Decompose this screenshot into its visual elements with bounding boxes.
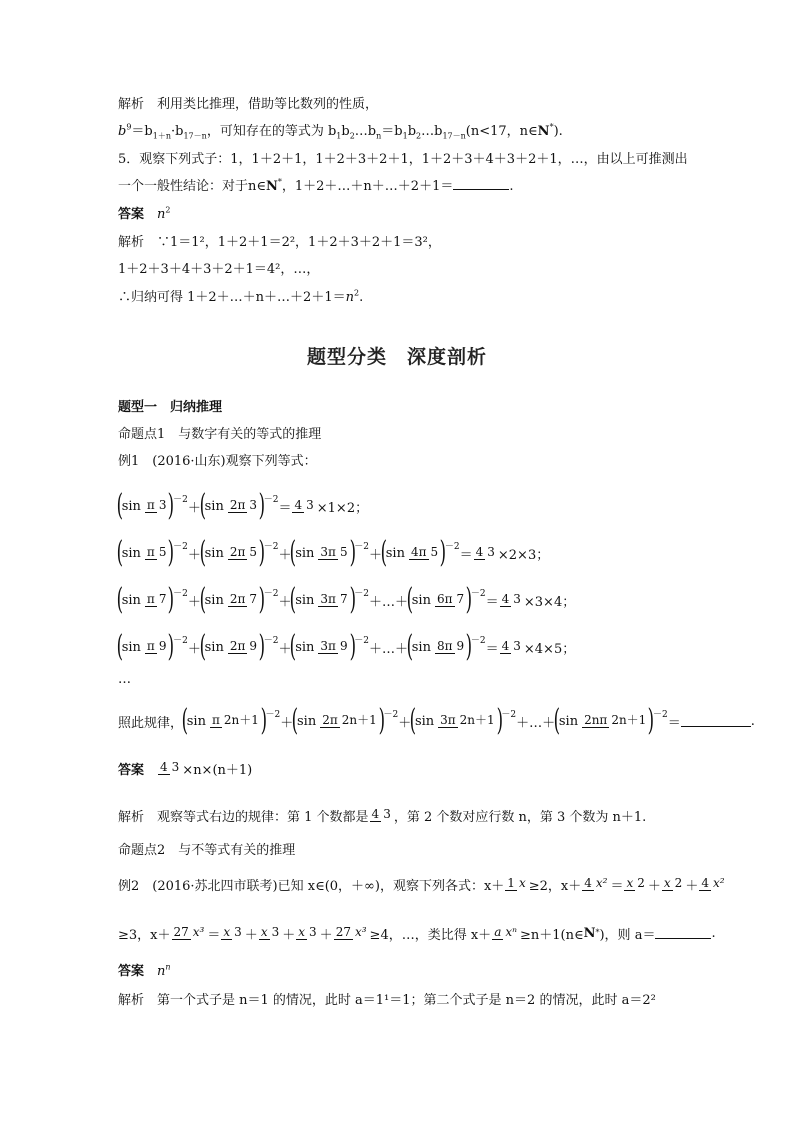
right-paren: ) bbox=[439, 535, 447, 570]
denominator: 2n＋1 bbox=[223, 713, 259, 727]
rule-label: 照此规律， bbox=[118, 715, 184, 731]
sin-term bbox=[409, 703, 517, 738]
sin-term bbox=[406, 582, 486, 617]
sin-label: sin bbox=[121, 592, 141, 608]
denominator: 3 bbox=[249, 498, 258, 512]
denominator: 3 bbox=[487, 545, 495, 559]
sin-label: sin bbox=[414, 713, 435, 729]
right-paren: ) bbox=[168, 535, 175, 570]
numerator: 2nπ bbox=[584, 713, 608, 727]
sin-label: sin bbox=[297, 713, 317, 729]
sin-term bbox=[291, 703, 399, 738]
sin-label: sin bbox=[204, 498, 224, 514]
right-paren: ) bbox=[465, 629, 473, 664]
fraction-4-x2b: 4 x² bbox=[701, 876, 725, 890]
left-paren: ( bbox=[116, 488, 124, 523]
analysis-5-line-1: 解析 ∵1＝1²，1＋2＋1＝2²，1＋2＋3＋2＋1＝3²， bbox=[118, 235, 441, 250]
denominator: 2n＋1 bbox=[341, 713, 377, 727]
numerator: 4 bbox=[501, 639, 510, 653]
numerator: 3π bbox=[320, 639, 336, 653]
numerator: π bbox=[211, 713, 220, 727]
numerator: 2π bbox=[322, 713, 338, 727]
analysis-line-2: $b^9=b_{1+n}\cdot b_{17-n}$，可知存在的等式为 $b_1b_2\dots b_n=b_1b_2\dots b_{17-n}(n<17$，n∈N*). bbox=[118, 122, 563, 141]
answer-label: 答案 bbox=[118, 762, 158, 778]
question-5-line-2: 一个一般性结论：对于n∈N*，1＋2＋…＋n＋…＋2＋1＝ . bbox=[118, 177, 514, 194]
numerator: 4 bbox=[475, 545, 484, 559]
sin-label: sin bbox=[121, 639, 141, 655]
subtopic-1-heading: 命题点1 与数字有关的等式的推理 bbox=[118, 427, 322, 442]
analysis-1 bbox=[118, 797, 646, 833]
exponent: －2 bbox=[501, 709, 517, 720]
answer-1 bbox=[118, 750, 252, 786]
section-title: 题型分类 深度剖析 bbox=[306, 346, 487, 368]
denominator: 3 bbox=[158, 498, 167, 512]
angle-fraction bbox=[435, 593, 466, 607]
equation-row-2 bbox=[118, 535, 549, 571]
denominator: 9 bbox=[249, 639, 258, 653]
numerator: π bbox=[146, 639, 155, 653]
sin-label: sin bbox=[385, 545, 405, 561]
equals: ＝ bbox=[459, 547, 473, 563]
operator: ＋ bbox=[369, 547, 383, 563]
operator: ＋ bbox=[398, 715, 412, 731]
fraction-27-x3: 27 x³ bbox=[173, 925, 205, 939]
fraction-1-x: 1 x bbox=[507, 876, 526, 890]
example-1-title: 例1 (2016·山东)观察下列等式： bbox=[118, 454, 317, 469]
fraction-4-x2: 4 x² bbox=[584, 876, 608, 890]
right-paren: ) bbox=[647, 703, 655, 738]
fraction-a-xn: a xⁿ bbox=[494, 925, 517, 939]
subtopic-2-heading: 命题点2 与不等式有关的推理 bbox=[118, 843, 296, 858]
analysis-5-line-3: ∴归纳可得 $1+2+\dots+n+\dots+2+1=n^2$. bbox=[118, 288, 364, 305]
denominator: 7 bbox=[339, 592, 348, 606]
operator: ＋ bbox=[278, 641, 292, 657]
operator: ＋…＋ bbox=[369, 641, 409, 657]
numerator: 2π bbox=[229, 592, 246, 606]
right-paren: ) bbox=[168, 629, 175, 664]
sin-term bbox=[406, 629, 486, 664]
analysis-line-1: 解析 利用类比推理，借助等比数列的性质， bbox=[118, 97, 379, 112]
right-paren: ) bbox=[349, 629, 356, 664]
sin-term bbox=[290, 582, 370, 617]
ellipsis: … bbox=[118, 672, 131, 687]
operator: ＋ bbox=[278, 547, 292, 563]
angle-fraction bbox=[320, 714, 379, 728]
fraction-4-3 bbox=[500, 593, 523, 607]
sin-label: sin bbox=[295, 592, 315, 608]
left-paren: ( bbox=[380, 535, 388, 570]
sin-label: sin bbox=[186, 713, 206, 729]
operator: ＋…＋ bbox=[516, 715, 556, 731]
exponent: －2 bbox=[173, 494, 188, 505]
question-5-line-1: 5．观察下列式子：1，1＋2＋1，1＋2＋3＋2＋1，1＋2＋3＋4＋3＋2＋1，…，由以上可推测出 bbox=[118, 152, 688, 167]
sin-label: sin bbox=[295, 639, 315, 655]
numerator: 2π bbox=[229, 545, 246, 559]
left-paren: ( bbox=[290, 582, 297, 617]
right-paren: ) bbox=[349, 582, 356, 617]
exponent: －2 bbox=[653, 709, 668, 720]
exponent: －2 bbox=[470, 635, 486, 646]
exponent: －2 bbox=[383, 709, 399, 720]
exponent: －2 bbox=[265, 709, 281, 720]
sin-term bbox=[290, 535, 370, 570]
angle-fraction bbox=[145, 593, 169, 607]
left-paren: ( bbox=[199, 629, 207, 664]
denominator: 9 bbox=[339, 639, 348, 653]
sin-term bbox=[116, 629, 188, 664]
angle-fraction bbox=[438, 714, 497, 728]
right-paren: ) bbox=[258, 582, 266, 617]
period: . bbox=[750, 713, 755, 729]
denominator: 9 bbox=[456, 639, 465, 653]
fraction-4-3 bbox=[292, 499, 315, 513]
right-paren: ) bbox=[168, 582, 175, 617]
sin-label: sin bbox=[204, 545, 224, 561]
numerator: 3π bbox=[320, 592, 336, 606]
denominator: 5 bbox=[249, 545, 258, 559]
angle-fraction bbox=[228, 640, 259, 654]
angle-fraction bbox=[409, 546, 440, 560]
denominator: 5 bbox=[430, 545, 439, 559]
sin-term bbox=[116, 535, 188, 570]
left-paren: ( bbox=[199, 582, 207, 617]
equals: ＝ bbox=[485, 641, 499, 657]
fraction-4-3 bbox=[500, 640, 523, 654]
angle-fraction bbox=[582, 714, 648, 728]
analysis-text-b: ，第 2 个数对应行数 n，第 3 个数为 n＋1. bbox=[393, 809, 647, 825]
numerator: 3π bbox=[320, 545, 336, 559]
operator: ＋…＋ bbox=[369, 594, 409, 610]
exponent: －2 bbox=[354, 541, 370, 552]
fraction-x-2b: x 2 bbox=[663, 876, 683, 890]
numerator: 3π bbox=[440, 713, 456, 727]
numerator: 2π bbox=[229, 498, 246, 512]
angle-fraction bbox=[210, 714, 261, 728]
analysis-5-line-2: 1＋2＋3＋4＋3＋2＋1＝4²，…， bbox=[118, 262, 320, 277]
right-paren: ) bbox=[496, 703, 503, 738]
left-paren: ( bbox=[406, 582, 414, 617]
sin-term bbox=[199, 582, 279, 617]
sin-label: sin bbox=[558, 713, 579, 729]
numerator: 8π bbox=[436, 639, 453, 653]
sin-term bbox=[199, 488, 279, 523]
numerator: 4π bbox=[410, 545, 427, 559]
answer-5: 答案 $n^2$ bbox=[118, 205, 171, 222]
analysis-text-a: 解析 观察等式右边的规律：第 1 个数都是 bbox=[118, 809, 369, 825]
angle-fraction bbox=[435, 640, 466, 654]
right-paren: ) bbox=[258, 535, 266, 570]
exponent: －2 bbox=[173, 635, 188, 646]
right-paren: ) bbox=[260, 703, 267, 738]
equation-row-4 bbox=[118, 629, 575, 665]
denominator: 3 bbox=[513, 639, 521, 653]
denominator: 2n＋1 bbox=[459, 713, 495, 727]
angle-fraction bbox=[228, 499, 259, 513]
fraction-x-3b: x 3 bbox=[260, 925, 280, 939]
general-rule bbox=[118, 703, 755, 739]
angle-fraction bbox=[145, 640, 169, 654]
fraction-x-3c: x 3 bbox=[298, 925, 317, 939]
numerator: π bbox=[146, 545, 155, 559]
answer-expression: ×n×(n＋1) bbox=[182, 762, 253, 778]
answer-blank-2 bbox=[655, 928, 711, 939]
sin-term bbox=[290, 629, 370, 664]
left-paren: ( bbox=[116, 582, 124, 617]
exponent: －2 bbox=[173, 588, 188, 599]
angle-fraction bbox=[318, 593, 349, 607]
exponent: －2 bbox=[470, 588, 486, 599]
exponent: －2 bbox=[173, 541, 188, 552]
sin-term bbox=[553, 703, 668, 738]
right-paren: ) bbox=[168, 488, 175, 523]
angle-fraction bbox=[318, 640, 349, 654]
numerator: π bbox=[146, 592, 155, 606]
product: ×1×2； bbox=[316, 500, 369, 516]
answer-blank-1 bbox=[681, 716, 751, 727]
sin-label: sin bbox=[204, 639, 224, 655]
left-paren: ( bbox=[199, 488, 207, 523]
numerator: 2π bbox=[229, 639, 246, 653]
answer-2: 答案 $n^n$ bbox=[118, 962, 171, 979]
denominator: 9 bbox=[158, 639, 167, 653]
left-paren: ( bbox=[290, 629, 297, 664]
fraction-4-3 bbox=[474, 546, 497, 560]
denominator: 3 bbox=[306, 498, 314, 512]
angle-fraction bbox=[145, 546, 169, 560]
left-paren: ( bbox=[291, 703, 299, 738]
exponent: －2 bbox=[354, 635, 370, 646]
exponent: －2 bbox=[263, 635, 279, 646]
denominator: 5 bbox=[158, 545, 167, 559]
numerator: 4 bbox=[294, 498, 303, 512]
operator: ＋ bbox=[187, 641, 201, 657]
angle-fraction bbox=[145, 499, 169, 513]
right-paren: ) bbox=[378, 703, 385, 738]
left-paren: ( bbox=[181, 703, 189, 738]
left-paren: ( bbox=[553, 703, 561, 738]
sin-label: sin bbox=[295, 545, 315, 561]
product: ×2×3； bbox=[497, 547, 550, 563]
sin-label: sin bbox=[411, 592, 431, 608]
left-paren: ( bbox=[409, 703, 417, 738]
left-paren: ( bbox=[199, 535, 207, 570]
example-2-line-2: ≥3，x＋ 27 x³ ＝ x 3 ＋ x 3 ＋ x 3 ＋ 27 x³ ≥4，…，类比得 x＋ a xⁿ ≥n＋1(n∈ N * )，则 a＝ . bbox=[118, 925, 716, 943]
type-heading: 题型一 归纳推理 bbox=[118, 400, 223, 415]
left-paren: ( bbox=[406, 629, 414, 664]
exponent: －2 bbox=[263, 494, 279, 505]
sin-label: sin bbox=[411, 639, 431, 655]
equals: ＝ bbox=[667, 715, 681, 731]
product: ×4×5； bbox=[523, 641, 576, 657]
equation-row-3 bbox=[118, 582, 575, 618]
left-paren: ( bbox=[290, 535, 297, 570]
left-paren: ( bbox=[116, 535, 124, 570]
exponent: －2 bbox=[444, 541, 460, 552]
sin-term bbox=[116, 582, 188, 617]
operator: ＋ bbox=[187, 594, 201, 610]
fraction-x-2: x 2 bbox=[626, 876, 645, 890]
right-paren: ) bbox=[349, 535, 356, 570]
sin-term bbox=[181, 703, 281, 738]
numerator: π bbox=[146, 498, 155, 512]
sin-term bbox=[380, 535, 460, 570]
denominator: 2n＋1 bbox=[611, 713, 647, 727]
sin-term bbox=[199, 629, 279, 664]
exponent: －2 bbox=[263, 541, 279, 552]
exponent: －2 bbox=[263, 588, 279, 599]
fraction-4-3-b: 4 3 bbox=[371, 807, 391, 821]
analysis-2: 解析 第一个式子是 n＝1 的情况，此时 a＝1¹＝1；第二个式子是 n＝2 的情况，此时 a＝2² bbox=[118, 993, 656, 1008]
numerator: 6π bbox=[436, 592, 453, 606]
fraction-4-3: 4 3 bbox=[160, 760, 180, 774]
answer-blank bbox=[453, 179, 509, 190]
right-paren: ) bbox=[258, 629, 266, 664]
operator: ＋ bbox=[187, 547, 201, 563]
right-paren: ) bbox=[258, 488, 266, 523]
sin-term bbox=[116, 488, 188, 523]
example-2-line-1: 例2 (2016·苏北四市联考)已知 x∈(0，＋∞)，观察下列各式：x＋ 1 x ≥2，x＋ 4 x² ＝ x 2 ＋ x 2 ＋ 4 x² bbox=[118, 876, 725, 894]
operator: ＋ bbox=[278, 594, 292, 610]
equals: ＝ bbox=[278, 500, 292, 516]
angle-fraction bbox=[228, 593, 259, 607]
fraction-27-x3b: 27 x³ bbox=[335, 925, 367, 939]
product: ×3×4； bbox=[523, 594, 576, 610]
sin-label: sin bbox=[121, 545, 141, 561]
equation-row-1 bbox=[118, 488, 368, 524]
denominator: 5 bbox=[339, 545, 348, 559]
denominator: 3 bbox=[513, 592, 521, 606]
denominator: 7 bbox=[249, 592, 258, 606]
exponent: －2 bbox=[354, 588, 370, 599]
sin-label: sin bbox=[121, 498, 141, 514]
sin-label: sin bbox=[204, 592, 224, 608]
denominator: 7 bbox=[158, 592, 167, 606]
equals: ＝ bbox=[485, 594, 499, 610]
numerator: 4 bbox=[501, 592, 510, 606]
angle-fraction bbox=[228, 546, 259, 560]
right-paren: ) bbox=[465, 582, 473, 617]
fraction-x-3a: x 3 bbox=[223, 925, 242, 939]
operator: ＋ bbox=[187, 500, 201, 516]
angle-fraction bbox=[318, 546, 349, 560]
sin-term bbox=[199, 535, 279, 570]
denominator: 7 bbox=[456, 592, 465, 606]
left-paren: ( bbox=[116, 629, 124, 664]
operator: ＋ bbox=[280, 715, 294, 731]
